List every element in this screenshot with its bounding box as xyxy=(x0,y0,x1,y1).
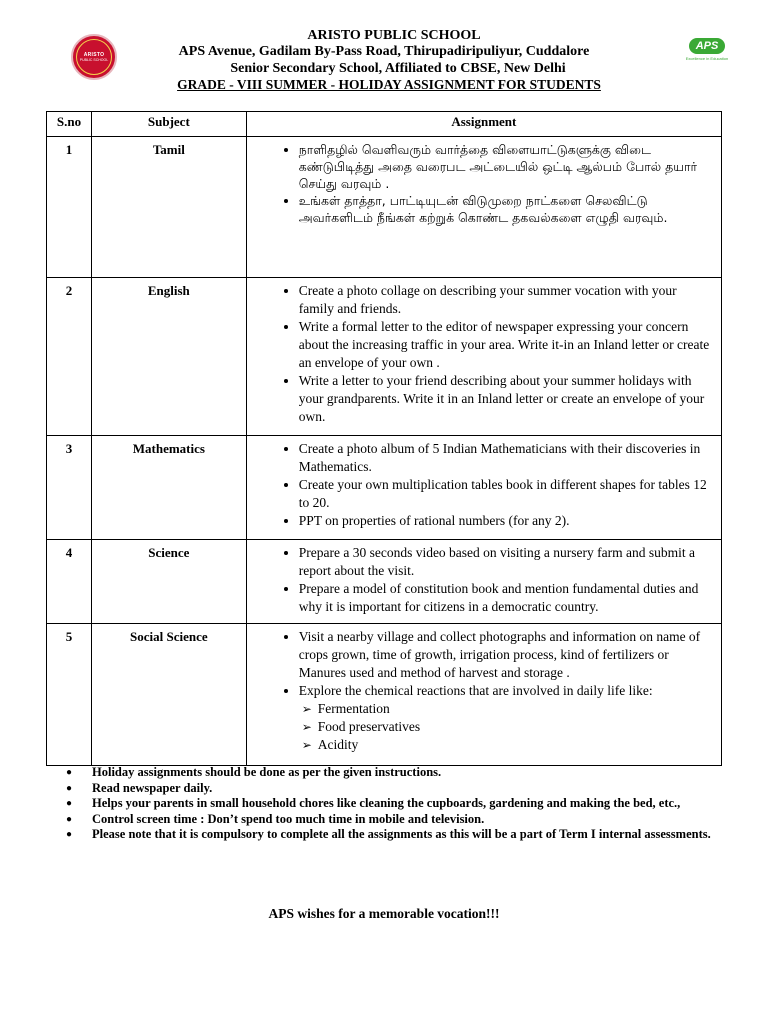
assignment-item: • Explore the chemical reactions that are involved in daily life like: xyxy=(299,682,713,700)
sub-item: ➢ Food preservatives xyxy=(302,718,713,736)
assignment-item: • Create your own multiplication tables book in different shapes for tables 12 to 20. xyxy=(299,476,713,512)
header-assignment: Assignment xyxy=(246,112,721,137)
row-sno: 3 xyxy=(47,436,92,540)
row-subject: Social Science xyxy=(91,624,246,766)
row-assignment xyxy=(246,540,721,624)
instruction-item: ● Control screen time : Don’t spend too much time in mobile and television. xyxy=(66,812,730,828)
instructions-list xyxy=(66,765,730,843)
assignment-title: GRADE - VIII SUMMER - HOLIDAY ASSIGNMENT FOR STUDENTS xyxy=(177,77,601,92)
row-assignment xyxy=(246,436,721,540)
row-assignment xyxy=(246,624,721,766)
instruction-item: ● Please note that it is compulsory to complete all the assignments as this will be a part of Term I internal assessments. xyxy=(66,827,730,843)
assignment-item: • Create a photo collage on describing your summer vocation with your family and friends. xyxy=(299,282,713,318)
aps-logo-right xyxy=(684,38,730,68)
instruction-item: ● Read newspaper daily. xyxy=(66,781,730,797)
assignment-item: • Prepare a 30 seconds video based on visiting a nursery farm and submit a report about the visit. xyxy=(299,544,713,580)
table-row xyxy=(47,540,722,624)
row-subject: Tamil xyxy=(91,137,246,278)
header-subject: Subject xyxy=(91,112,246,137)
row-assignment xyxy=(246,137,721,278)
assignment-item: • Create a photo album of 5 Indian Mathematicians with their discoveries in Mathematics. xyxy=(299,440,713,476)
aps-logo-tagline: Excellence in Education xyxy=(685,56,729,61)
row-sno: 4 xyxy=(47,540,92,624)
row-sno: 2 xyxy=(47,278,92,436)
assignment-item: • Prepare a model of constitution book and mention fundamental duties and why it is important for citizens in a democratic country. xyxy=(299,580,713,616)
header-sno: S.no xyxy=(47,112,92,137)
aps-logo-text: APS xyxy=(689,38,726,54)
closing-message: APS wishes for a memorable vocation!!! xyxy=(268,906,500,921)
logo-left-text: ARISTO xyxy=(83,52,105,58)
assignment-item: • Write a formal letter to the editor of newspaper expressing your concern about the increasing traffic in your area. Write it-in an Inland letter or create an envelope of your own . xyxy=(299,318,713,372)
assignment-item: • நாளிதழில் வெளிவரும் வார்த்தை விளையாட்டுகளுக்கு விடை கண்டுபிடித்து அதை வரைபட அட்டையில் ஒட்டி ஆல்பம் போல் தயார் செய்து வரவும் . xyxy=(299,141,713,192)
sub-item: ➢ Acidity xyxy=(302,736,713,754)
table-row xyxy=(47,436,722,540)
table-row xyxy=(47,137,722,278)
row-assignment xyxy=(246,278,721,436)
document-header xyxy=(0,26,768,96)
table-row xyxy=(47,278,722,436)
table-header-row xyxy=(47,112,722,137)
school-address: APS Avenue, Gadilam By-Pass Road, Thirupadiripuliyur, Cuddalore xyxy=(178,44,590,59)
logo-left-sub: PUBLIC SCHOOL xyxy=(79,58,109,62)
school-name: ARISTO PUBLIC SCHOOL xyxy=(307,28,481,43)
assignment-item: • Write a letter to your friend describing about your summer holidays with your grandparents. Write it in an Inland letter or create an envelope of your own. xyxy=(299,372,713,426)
table-row xyxy=(47,624,722,766)
row-subject: Mathematics xyxy=(91,436,246,540)
assignment-table xyxy=(46,111,722,766)
instruction-item: ● Holiday assignments should be done as per the given instructions. xyxy=(66,765,730,781)
assignment-item: • Visit a nearby village and collect photographs and information on name of crops grown, time of growth, irrigation process, kind of fertilizers or Manures used and method of harvest and storage . xyxy=(299,628,713,682)
row-sno: 1 xyxy=(47,137,92,278)
instruction-item: ● Helps your parents in small household chores like cleaning the cupboards, gardening and making the bed, etc., xyxy=(66,796,730,812)
sub-item: ➢ Fermentation xyxy=(302,700,713,718)
assignment-item: • உங்கள் தாத்தா, பாட்டியுடன் விடுமுறை நாட்களை செலவிட்டு அவர்களிடம் நீங்கள் கற்றுக் கொண்ட தகவல்களை எழுதி வரவும். xyxy=(299,192,713,226)
school-affiliation: Senior Secondary School, Affiliated to CBSE, New Delhi xyxy=(230,61,566,76)
assignment-item: • PPT on properties of rational numbers (for any 2). xyxy=(299,512,713,530)
row-subject: Science xyxy=(91,540,246,624)
row-subject: English xyxy=(91,278,246,436)
sub-list xyxy=(247,700,713,754)
row-sno: 5 xyxy=(47,624,92,766)
